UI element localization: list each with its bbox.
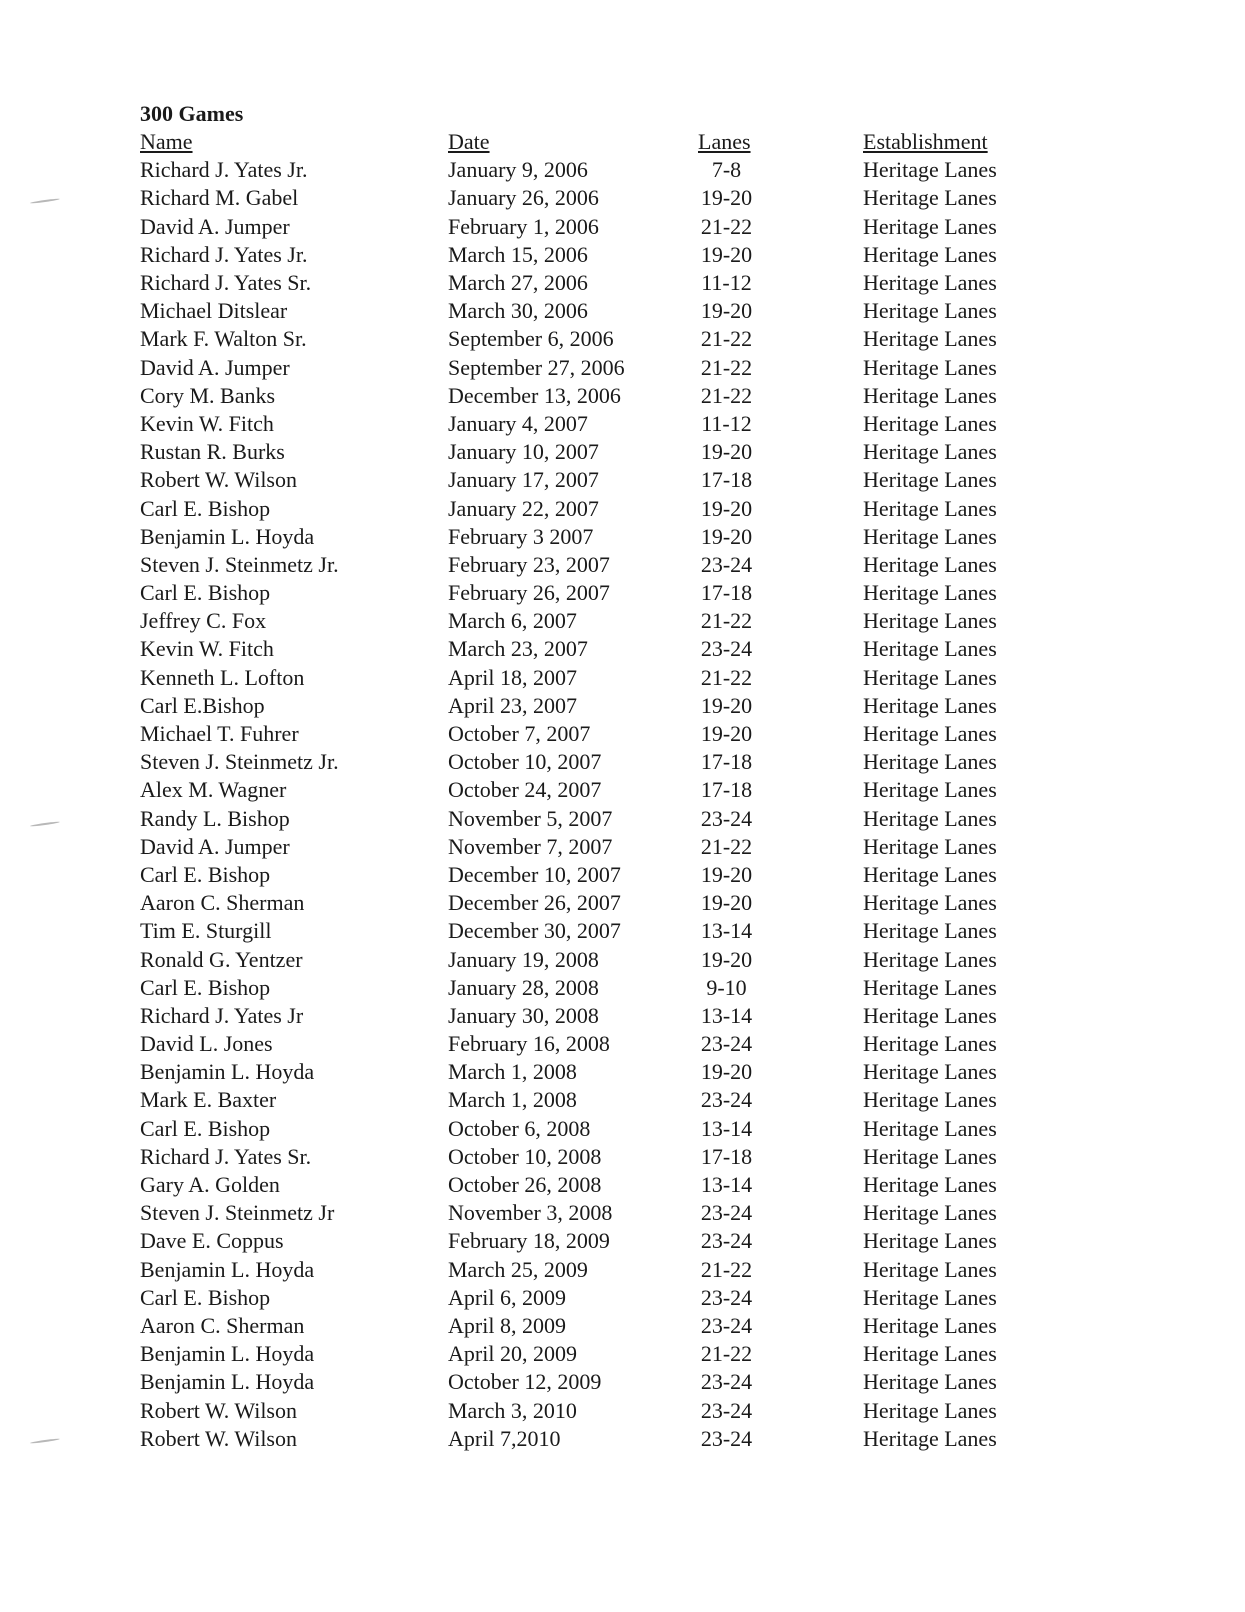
table-row (140, 861, 1100, 889)
cell-name: Steven J. Steinmetz Jr (140, 1200, 335, 1226)
cell-date: March 27, 2006 (448, 270, 588, 296)
cell-name: Carl E.Bishop (140, 692, 265, 718)
cell-date: February 18, 2009 (448, 1228, 610, 1254)
cell-name: David A. Jumper (140, 354, 290, 380)
cell-name: Carl E. Bishop (140, 974, 271, 1000)
cell-lanes: 21-22 (700, 326, 753, 352)
cell-lanes: 7-8 (711, 157, 742, 183)
cell-establishment: Heritage Lanes (863, 241, 997, 267)
cell-name: Benjamin L. Hoyda (140, 1059, 315, 1085)
table-header-row (140, 128, 1100, 156)
cell-date: April 7,2010 (448, 1425, 561, 1451)
cell-date: February 26, 2007 (448, 580, 610, 606)
cell-name: Robert W. Wilson (140, 1397, 297, 1423)
cell-name: Cory M. Banks (140, 382, 276, 408)
cell-date: March 15, 2006 (448, 241, 588, 267)
cell-date: January 10, 2007 (448, 439, 599, 465)
scan-mark (30, 821, 60, 827)
cell-name: Jeffrey C. Fox (140, 608, 267, 634)
cell-establishment: Heritage Lanes (863, 777, 997, 803)
cell-lanes: 19-20 (700, 523, 753, 549)
cell-name: Kevin W. Fitch (140, 636, 274, 662)
cell-establishment: Heritage Lanes (863, 721, 997, 747)
cell-name: Carl E. Bishop (140, 495, 271, 521)
cell-name: Steven J. Steinmetz Jr. (140, 551, 339, 577)
cell-lanes: 13-14 (700, 1115, 753, 1141)
cell-lanes: 19-20 (700, 861, 753, 887)
cell-date: December 26, 2007 (448, 890, 621, 916)
cell-date: December 30, 2007 (448, 918, 621, 944)
table-row (140, 184, 1100, 212)
cell-name: Randy L. Bishop (140, 805, 290, 831)
table-row (140, 1171, 1100, 1199)
cell-name: Mark F. Walton Sr. (140, 326, 307, 352)
table-row (140, 607, 1100, 635)
table-row (140, 889, 1100, 917)
table-row (140, 945, 1100, 973)
table-row (140, 269, 1100, 297)
cell-establishment: Heritage Lanes (863, 298, 997, 324)
cell-name: Benjamin L. Hoyda (140, 1369, 315, 1395)
cell-date: December 10, 2007 (448, 861, 621, 887)
cell-establishment: Heritage Lanes (863, 157, 997, 183)
cell-date: October 10, 2007 (448, 749, 602, 775)
cell-lanes: 23-24 (700, 1397, 753, 1423)
cell-establishment: Heritage Lanes (863, 1312, 997, 1338)
cell-lanes: 19-20 (700, 890, 753, 916)
cell-lanes: 13-14 (700, 1002, 753, 1028)
cell-lanes: 13-14 (700, 918, 753, 944)
cell-date: March 1, 2008 (448, 1059, 577, 1085)
cell-date: February 16, 2008 (448, 1031, 610, 1057)
cell-establishment: Heritage Lanes (863, 410, 997, 436)
cell-lanes: 19-20 (700, 185, 753, 211)
table-row (140, 720, 1100, 748)
cell-lanes: 19-20 (700, 692, 753, 718)
cell-date: October 26, 2008 (448, 1172, 602, 1198)
cell-date: November 5, 2007 (448, 805, 613, 831)
cell-lanes: 17-18 (700, 580, 753, 606)
cell-establishment: Heritage Lanes (863, 946, 997, 972)
cell-establishment: Heritage Lanes (863, 213, 997, 239)
table-row (140, 494, 1100, 522)
cell-establishment: Heritage Lanes (863, 1228, 997, 1254)
cell-establishment: Heritage Lanes (863, 185, 997, 211)
scan-mark (30, 198, 60, 204)
cell-lanes: 17-18 (700, 749, 753, 775)
cell-date: April 20, 2009 (448, 1341, 577, 1367)
cell-date: January 26, 2006 (448, 185, 599, 211)
table-row (140, 833, 1100, 861)
cell-establishment: Heritage Lanes (863, 608, 997, 634)
cell-date: October 24, 2007 (448, 777, 602, 803)
cell-name: David A. Jumper (140, 833, 290, 859)
cell-lanes: 11-12 (701, 270, 752, 296)
cell-date: September 27, 2006 (448, 354, 625, 380)
cell-date: October 10, 2008 (448, 1143, 602, 1169)
cell-name: Richard J. Yates Jr. (140, 157, 308, 183)
cell-date: April 8, 2009 (448, 1312, 566, 1338)
cell-establishment: Heritage Lanes (863, 1256, 997, 1282)
cell-name: Michael T. Fuhrer (140, 721, 299, 747)
cell-establishment: Heritage Lanes (863, 1143, 997, 1169)
table-row (140, 410, 1100, 438)
scan-mark (30, 1438, 60, 1444)
cell-lanes: 21-22 (700, 1256, 753, 1282)
cell-establishment: Heritage Lanes (863, 1002, 997, 1028)
table-row (140, 635, 1100, 663)
document-title: 300 Games (140, 101, 244, 126)
cell-establishment: Heritage Lanes (863, 495, 997, 521)
cell-establishment: Heritage Lanes (863, 692, 997, 718)
cell-establishment: Heritage Lanes (863, 918, 997, 944)
cell-establishment: Heritage Lanes (863, 749, 997, 775)
table-row (140, 1396, 1100, 1424)
document-page (140, 100, 1100, 1453)
cell-lanes: 19-20 (700, 946, 753, 972)
cell-lanes: 9-10 (706, 974, 747, 1000)
cell-establishment: Heritage Lanes (863, 890, 997, 916)
cell-establishment: Heritage Lanes (863, 1341, 997, 1367)
table-row (140, 1227, 1100, 1255)
cell-name: Benjamin L. Hoyda (140, 523, 315, 549)
cell-lanes: 19-20 (700, 439, 753, 465)
cell-name: Benjamin L. Hoyda (140, 1341, 315, 1367)
cell-date: March 23, 2007 (448, 636, 588, 662)
cell-establishment: Heritage Lanes (863, 1115, 997, 1141)
cell-name: Carl E. Bishop (140, 1284, 271, 1310)
cell-establishment: Heritage Lanes (863, 439, 997, 465)
table-row (140, 354, 1100, 382)
cell-date: January 30, 2008 (448, 1002, 599, 1028)
cell-name: Richard J. Yates Jr. (140, 241, 308, 267)
cell-lanes: 23-24 (700, 1228, 753, 1254)
cell-date: March 30, 2006 (448, 298, 588, 324)
cell-lanes: 21-22 (700, 1341, 753, 1367)
cell-name: Richard M. Gabel (140, 185, 299, 211)
table-row (140, 664, 1100, 692)
cell-lanes: 21-22 (700, 213, 753, 239)
cell-lanes: 11-12 (701, 410, 752, 436)
cell-lanes: 23-24 (700, 1312, 753, 1338)
cell-lanes: 21-22 (700, 664, 753, 690)
games-table (140, 128, 1100, 1453)
table-row (140, 297, 1100, 325)
cell-establishment: Heritage Lanes (863, 1087, 997, 1113)
table-row (140, 1368, 1100, 1396)
table-row (140, 1115, 1100, 1143)
cell-name: Robert W. Wilson (140, 1425, 297, 1451)
cell-date: February 23, 2007 (448, 551, 610, 577)
table-row (140, 241, 1100, 269)
cell-lanes: 17-18 (700, 467, 753, 493)
cell-date: February 1, 2006 (448, 213, 599, 239)
cell-name: Benjamin L. Hoyda (140, 1256, 315, 1282)
cell-name: Gary A. Golden (140, 1172, 280, 1198)
cell-date: March 1, 2008 (448, 1087, 577, 1113)
table-row (140, 551, 1100, 579)
cell-name: Tim E. Sturgill (140, 918, 272, 944)
cell-name: Michael Ditslear (140, 298, 288, 324)
cell-date: March 6, 2007 (448, 608, 577, 634)
cell-date: January 4, 2007 (448, 410, 588, 436)
cell-date: January 28, 2008 (448, 974, 599, 1000)
cell-establishment: Heritage Lanes (863, 354, 997, 380)
table-row (140, 325, 1100, 353)
cell-lanes: 23-24 (700, 1284, 753, 1310)
cell-establishment: Heritage Lanes (863, 326, 997, 352)
cell-establishment: Heritage Lanes (863, 664, 997, 690)
cell-establishment: Heritage Lanes (863, 1172, 997, 1198)
table-row (140, 748, 1100, 776)
cell-establishment: Heritage Lanes (863, 636, 997, 662)
cell-date: September 6, 2006 (448, 326, 614, 352)
cell-lanes: 19-20 (700, 1059, 753, 1085)
cell-date: February 3 2007 (448, 523, 594, 549)
cell-date: March 3, 2010 (448, 1397, 577, 1423)
header-lanes: Lanes (698, 129, 751, 155)
table-row (140, 776, 1100, 804)
table-row (140, 1030, 1100, 1058)
cell-name: Mark E. Baxter (140, 1087, 277, 1113)
cell-establishment: Heritage Lanes (863, 1059, 997, 1085)
table-row (140, 1284, 1100, 1312)
cell-lanes: 19-20 (700, 241, 753, 267)
cell-lanes: 23-24 (700, 1200, 753, 1226)
table-row (140, 1256, 1100, 1284)
table-row (140, 805, 1100, 833)
cell-lanes: 19-20 (700, 721, 753, 747)
cell-lanes: 23-24 (700, 551, 753, 577)
table-row (140, 579, 1100, 607)
cell-establishment: Heritage Lanes (863, 1031, 997, 1057)
cell-establishment: Heritage Lanes (863, 1425, 997, 1451)
cell-name: Carl E. Bishop (140, 1115, 271, 1141)
cell-establishment: Heritage Lanes (863, 523, 997, 549)
cell-establishment: Heritage Lanes (863, 1397, 997, 1423)
cell-name: Steven J. Steinmetz Jr. (140, 749, 339, 775)
table-row (140, 1002, 1100, 1030)
table-row (140, 466, 1100, 494)
cell-name: Richard J. Yates Jr (140, 1002, 304, 1028)
cell-establishment: Heritage Lanes (863, 833, 997, 859)
cell-lanes: 13-14 (700, 1172, 753, 1198)
cell-date: April 18, 2007 (448, 664, 577, 690)
cell-establishment: Heritage Lanes (863, 382, 997, 408)
cell-name: Ronald G. Yentzer (140, 946, 303, 972)
table-row (140, 1199, 1100, 1227)
table-row (140, 1340, 1100, 1368)
table-row (140, 438, 1100, 466)
cell-date: January 22, 2007 (448, 495, 599, 521)
cell-date: November 3, 2008 (448, 1200, 613, 1226)
cell-date: January 19, 2008 (448, 946, 599, 972)
cell-lanes: 23-24 (700, 1087, 753, 1113)
cell-name: Kevin W. Fitch (140, 410, 274, 436)
cell-date: April 23, 2007 (448, 692, 577, 718)
cell-date: March 25, 2009 (448, 1256, 588, 1282)
cell-date: October 7, 2007 (448, 721, 591, 747)
header-name: Name (140, 129, 193, 155)
cell-date: January 9, 2006 (448, 157, 588, 183)
cell-establishment: Heritage Lanes (863, 1284, 997, 1310)
cell-name: Aaron C. Sherman (140, 890, 305, 916)
table-row (140, 1143, 1100, 1171)
cell-lanes: 21-22 (700, 833, 753, 859)
cell-lanes: 17-18 (700, 777, 753, 803)
table-row (140, 523, 1100, 551)
cell-lanes: 23-24 (700, 1031, 753, 1057)
cell-lanes: 23-24 (700, 636, 753, 662)
cell-name: Carl E. Bishop (140, 580, 271, 606)
cell-establishment: Heritage Lanes (863, 580, 997, 606)
cell-establishment: Heritage Lanes (863, 270, 997, 296)
cell-name: Alex M. Wagner (140, 777, 287, 803)
header-establishment: Establishment (863, 129, 988, 155)
table-row (140, 382, 1100, 410)
cell-establishment: Heritage Lanes (863, 974, 997, 1000)
cell-name: Richard J. Yates Sr. (140, 270, 312, 296)
cell-date: October 12, 2009 (448, 1369, 602, 1395)
table-row (140, 1312, 1100, 1340)
cell-date: April 6, 2009 (448, 1284, 566, 1310)
table-row (140, 1086, 1100, 1114)
cell-establishment: Heritage Lanes (863, 467, 997, 493)
cell-name: Rustan R. Burks (140, 439, 285, 465)
cell-date: January 17, 2007 (448, 467, 599, 493)
cell-lanes: 19-20 (700, 495, 753, 521)
cell-lanes: 21-22 (700, 608, 753, 634)
cell-name: Aaron C. Sherman (140, 1312, 305, 1338)
table-row (140, 156, 1100, 184)
table-row (140, 974, 1100, 1002)
cell-lanes: 21-22 (700, 382, 753, 408)
table-row (140, 692, 1100, 720)
table-row (140, 917, 1100, 945)
cell-lanes: 19-20 (700, 298, 753, 324)
cell-establishment: Heritage Lanes (863, 805, 997, 831)
cell-date: December 13, 2006 (448, 382, 621, 408)
cell-lanes: 21-22 (700, 354, 753, 380)
cell-lanes: 23-24 (700, 1369, 753, 1395)
cell-date: October 6, 2008 (448, 1115, 591, 1141)
cell-name: Kenneth L. Lofton (140, 664, 305, 690)
cell-name: David L. Jones (140, 1031, 273, 1057)
cell-date: November 7, 2007 (448, 833, 613, 859)
cell-name: David A. Jumper (140, 213, 290, 239)
cell-establishment: Heritage Lanes (863, 1200, 997, 1226)
cell-name: Carl E. Bishop (140, 861, 271, 887)
cell-establishment: Heritage Lanes (863, 551, 997, 577)
table-body (140, 156, 1100, 1453)
cell-establishment: Heritage Lanes (863, 1369, 997, 1395)
header-date: Date (448, 129, 490, 155)
cell-name: Dave E. Coppus (140, 1228, 284, 1254)
table-row (140, 1058, 1100, 1086)
table-row (140, 1425, 1100, 1453)
table-row (140, 213, 1100, 241)
cell-name: Richard J. Yates Sr. (140, 1143, 312, 1169)
cell-establishment: Heritage Lanes (863, 861, 997, 887)
cell-lanes: 17-18 (700, 1143, 753, 1169)
cell-lanes: 23-24 (700, 1425, 753, 1451)
cell-lanes: 23-24 (700, 805, 753, 831)
cell-name: Robert W. Wilson (140, 467, 297, 493)
